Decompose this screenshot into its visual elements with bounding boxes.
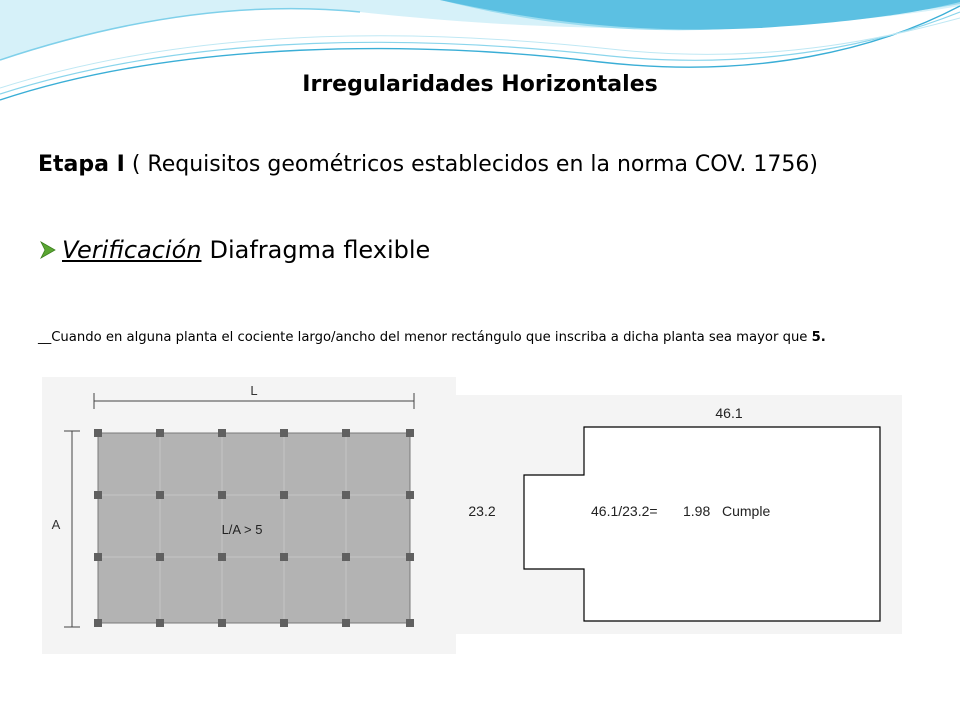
column-marker	[406, 553, 414, 561]
criterion-limit: 5.	[811, 330, 826, 345]
column-marker	[156, 429, 164, 437]
column-marker	[94, 491, 102, 499]
criterion-note	[38, 330, 826, 345]
column-marker	[342, 491, 350, 499]
column-marker	[280, 491, 288, 499]
stage-heading	[38, 152, 818, 177]
criterion-text: __Cuando en alguna planta el cociente largo/ancho del menor rectángulo que inscriba a dicha planta sea mayor que	[38, 330, 812, 345]
ratio-value-label: 1.98	[683, 503, 711, 519]
plan-outline-figure	[456, 395, 902, 634]
slab-plan-diagram	[42, 377, 456, 654]
verification-bullet	[38, 236, 430, 264]
plan-outline-diagram	[456, 395, 902, 634]
column-marker	[406, 429, 414, 437]
column-marker	[218, 491, 226, 499]
verification-topic: Diafragma flexible	[209, 236, 431, 264]
ratio-condition-label: L/A > 5	[221, 522, 263, 537]
column-marker	[218, 619, 226, 627]
column-marker	[156, 491, 164, 499]
verification-label: Verificación	[62, 236, 202, 264]
column-marker	[156, 619, 164, 627]
slab-plan-figure	[42, 377, 456, 654]
column-marker	[406, 619, 414, 627]
column-marker	[218, 553, 226, 561]
column-marker	[280, 619, 288, 627]
plan-outline-shape	[524, 427, 880, 621]
plan-height-label: 23.2	[468, 503, 496, 519]
verification-result-label: Cumple	[722, 503, 771, 519]
arrow-bullet-icon	[38, 240, 58, 260]
stage-label: Etapa I	[38, 152, 125, 177]
column-marker	[94, 429, 102, 437]
column-marker	[342, 619, 350, 627]
ratio-expression-label: 46.1/23.2=	[591, 503, 658, 519]
column-marker	[94, 553, 102, 561]
column-marker	[218, 429, 226, 437]
column-marker	[406, 491, 414, 499]
column-marker	[94, 619, 102, 627]
slide-title: Irregularidades Horizontales	[302, 72, 658, 97]
column-marker	[280, 553, 288, 561]
column-marker	[342, 553, 350, 561]
column-marker	[342, 429, 350, 437]
dimension-a-label: A	[51, 517, 61, 532]
column-marker	[280, 429, 288, 437]
dimension-l-label: L	[250, 383, 258, 398]
plan-width-label: 46.1	[715, 405, 743, 421]
column-marker	[156, 553, 164, 561]
stage-description: ( Requisitos geométricos establecidos en la norma COV. 1756)	[124, 152, 818, 177]
